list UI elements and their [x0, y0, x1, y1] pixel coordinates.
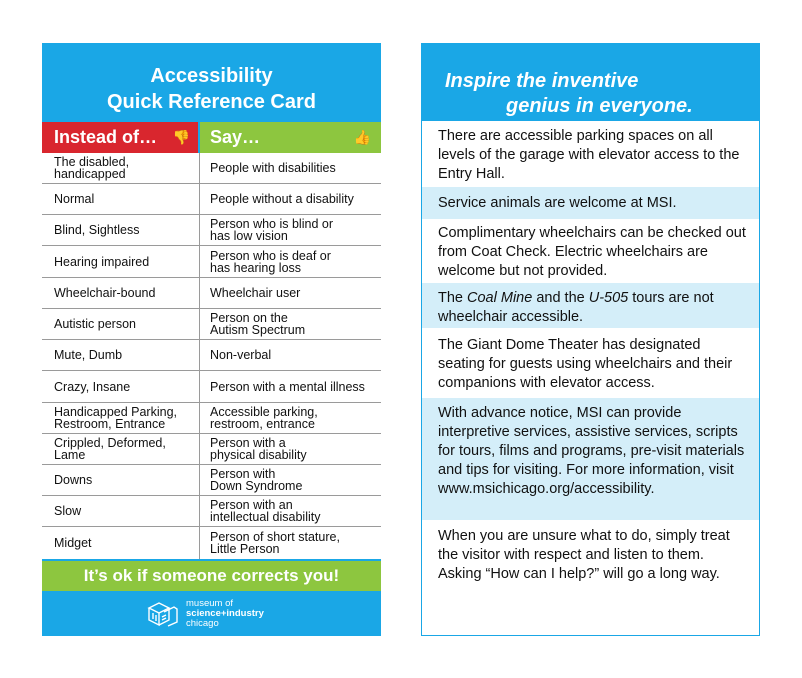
- preferred-term: Person with a mental illness: [210, 379, 365, 394]
- table-row: [42, 496, 381, 527]
- table-row: [42, 340, 381, 371]
- terms-table: [42, 153, 381, 559]
- header-instead-of: [42, 122, 198, 153]
- info-paragraph: With advance notice, MSI can provide interpretive services, assistive services, scripts for tours, films and programs, pre-visit materials and tips for visiting. For more information, visit www.msichicago.org/accessibility.: [422, 398, 759, 520]
- preferred-term: Person on the Autism Spectrum: [210, 310, 306, 337]
- info-paragraph: When you are unsure what to do, simply treat the visitor with respect and listen to them. Asking “How can I help?” will go a long way.: [438, 528, 730, 582]
- info-paragraph: Complimentary wheelchairs can be checked out from Coat Check. Electric wheelchairs are welcome but not provided.: [438, 225, 746, 279]
- preferred-term: Person who is blind or has low vision: [210, 216, 333, 243]
- instead-term: Crippled, Deformed, Lame: [54, 435, 166, 462]
- instead-term: Downs: [54, 472, 93, 487]
- instead-term: Normal: [54, 191, 95, 206]
- logo-line-1: museum of: [186, 598, 233, 609]
- tagline-header: [422, 44, 759, 121]
- instead-term: Mute, Dumb: [54, 347, 123, 362]
- instead-term: Crazy, Insane: [54, 379, 131, 394]
- info-paragraph: The Coal Mine and the U-505 tours are not wheelchair accessible.: [422, 283, 759, 328]
- msi-logo-icon: [146, 598, 180, 630]
- preferred-term: Non-verbal: [210, 347, 272, 362]
- preferred-term: Person who is deaf or has hearing loss: [210, 248, 331, 275]
- preferred-term: People without a disability: [210, 191, 354, 206]
- table-row: [42, 372, 381, 403]
- info-paragraph: There are accessible parking spaces on all levels of the garage with elevator access to the Entry Hall.: [438, 128, 740, 182]
- header-say-label: Say…: [210, 127, 261, 147]
- info-paragraph: Service animals are welcome at MSI.: [422, 187, 759, 219]
- table-row: [42, 434, 381, 465]
- accessibility-info-card: [421, 43, 760, 636]
- table-row: [42, 184, 381, 215]
- thumbs-up-icon: 👍: [353, 129, 371, 145]
- instead-term: Hearing impaired: [54, 254, 150, 269]
- msi-logo-text: [186, 599, 264, 629]
- quick-reference-card: [42, 43, 381, 636]
- table-row: [42, 247, 381, 278]
- preferred-term: Person with an intellectual disability: [210, 497, 321, 524]
- preferred-term: Person with Down Syndrome: [210, 466, 303, 493]
- tagline-line-1: Inspire the inventive: [445, 70, 639, 92]
- logo-line-2: science+industry: [186, 608, 264, 619]
- instead-term: Slow: [54, 503, 82, 518]
- tagline-line-2: genius in everyone.: [506, 95, 693, 117]
- instead-term: Autistic person: [54, 316, 136, 331]
- column-headers: [42, 122, 381, 153]
- header-instead-label: Instead of…: [54, 127, 158, 147]
- table-row: [42, 153, 381, 184]
- msi-logo: [146, 598, 286, 630]
- card-title: [42, 63, 381, 115]
- instead-term: Handicapped Parking, Restroom, Entrance: [54, 404, 177, 431]
- info-paragraph: The Giant Dome Theater has designated seating for guests using wheelchairs and their companions with elevator access.: [438, 337, 733, 391]
- instead-term: The disabled, handicapped: [54, 154, 130, 181]
- table-row: [42, 309, 381, 340]
- title-line-2: Quick Reference Card: [107, 91, 316, 113]
- instead-term: Midget: [54, 535, 92, 550]
- table-row: [42, 465, 381, 496]
- preferred-term: People with disabilities: [210, 160, 336, 175]
- table-row: [42, 278, 381, 309]
- title-line-1: Accessibility: [150, 65, 273, 87]
- preferred-term: Person of short stature, Little Person: [210, 529, 340, 556]
- thumbs-down-icon: 👎: [172, 129, 190, 145]
- logo-line-3: chicago: [186, 618, 219, 629]
- correction-banner: It’s ok if someone corrects you!: [42, 561, 381, 591]
- preferred-term: Wheelchair user: [210, 285, 301, 300]
- table-row: [42, 528, 381, 559]
- instead-term: Wheelchair-bound: [54, 285, 156, 300]
- header-say: [200, 122, 381, 153]
- table-row: [42, 215, 381, 246]
- table-row: [42, 403, 381, 434]
- instead-term: Blind, Sightless: [54, 222, 140, 237]
- preferred-term: Person with a physical disability: [210, 435, 307, 462]
- preferred-term: Accessible parking, restroom, entrance: [210, 404, 318, 431]
